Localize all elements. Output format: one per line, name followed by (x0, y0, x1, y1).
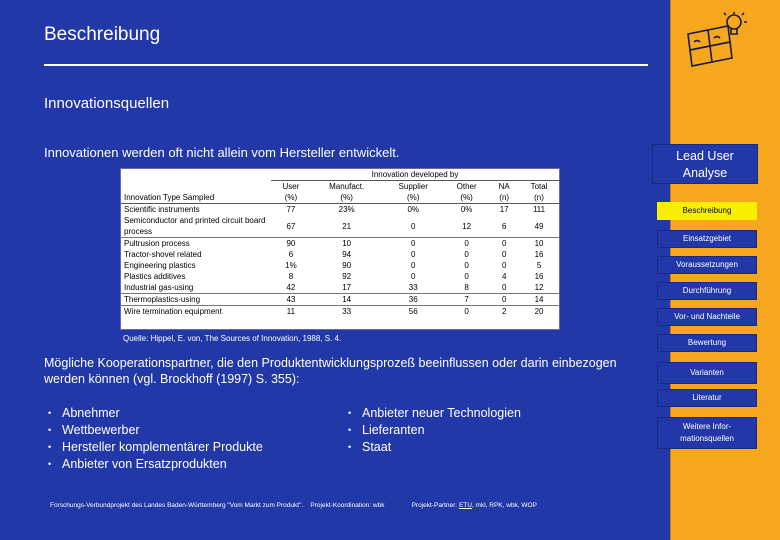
table-cell: 6 (288, 250, 294, 259)
list-item (48, 456, 263, 473)
table-row (121, 238, 559, 250)
table-header-row (121, 181, 559, 204)
table-column-header: User (%) (271, 181, 311, 204)
table-row-label: Tractor-shovel related (124, 250, 202, 259)
list-item (348, 405, 521, 422)
title-divider (44, 64, 648, 66)
table-cell: 36 (382, 294, 444, 306)
list-item (48, 405, 263, 422)
table-cell: 12 (444, 215, 489, 238)
innovation-table (120, 168, 560, 330)
table-cell: 16 (534, 250, 544, 259)
table-cell: 14 (311, 294, 383, 306)
list-item-label: Hersteller komplementärer Produkte (62, 440, 263, 454)
table-cell: 111 (532, 205, 546, 214)
bullet-icon: • (348, 442, 352, 452)
table-cell: 14 (519, 294, 559, 306)
partner-list-left (48, 405, 263, 473)
table-cell: 0 (501, 261, 507, 270)
bullet-icon: • (48, 459, 52, 469)
list-item (348, 439, 521, 456)
table-cell: 10 (534, 239, 544, 248)
bullet-icon: • (48, 408, 52, 418)
list-item (48, 422, 263, 439)
table-row-label: Wire termination equipment (124, 307, 222, 316)
table-cell: 7 (444, 294, 489, 306)
table-column-header: Innovation Type Sampled (121, 181, 271, 204)
table-cell: 42 (271, 282, 311, 294)
table-cell: 94 (342, 250, 352, 259)
bullet-icon: • (348, 425, 352, 435)
list-item (348, 422, 521, 439)
nav-item-voraussetzungen[interactable]: Voraussetzungen (657, 256, 757, 274)
table-cell: 0 (464, 307, 469, 316)
nav-item-weitere-infor-mationsquellen[interactable]: Weitere Infor- mationsquellen (657, 417, 757, 449)
table-cell: 0 (464, 261, 469, 270)
table-cell: 0 (464, 272, 469, 281)
table-cell: 67 (271, 215, 311, 238)
table-cell: 8 (444, 282, 489, 294)
table-column-header: NA (n) (489, 181, 519, 204)
nav-item-varianten[interactable]: Varianten (657, 362, 757, 384)
footer-coordination: Projekt-Koordination: wbk (310, 502, 385, 509)
table-cell: 0 (489, 282, 519, 294)
footer (50, 502, 537, 509)
table-column-header: Other (%) (444, 181, 489, 204)
table-row-label: Industrial gas-using (121, 282, 271, 294)
list-item-label: Lieferanten (362, 423, 425, 437)
table-row (121, 204, 559, 216)
table-cell: 10 (342, 239, 352, 248)
partner-list-right (348, 405, 521, 456)
table-cell: 2 (501, 307, 507, 316)
list-item (48, 439, 263, 456)
bullet-icon: • (48, 425, 52, 435)
table-cell: 12 (519, 282, 559, 294)
table-cell: 5 (536, 261, 542, 270)
table-cell: 11 (286, 307, 296, 316)
table-group-header: Innovation developed by (271, 169, 559, 181)
table-cell: 0 (411, 272, 416, 281)
table-column-header: Supplier (%) (382, 181, 444, 204)
table-cell: 8 (288, 272, 294, 281)
bullet-icon: • (348, 408, 352, 418)
table-cell: 0 (382, 215, 444, 238)
nav-item-bewertung[interactable]: Bewertung (657, 334, 757, 352)
table-cell: 90 (286, 239, 296, 248)
table-row-label: Engineering plastics (124, 261, 196, 270)
table-cell: 0% (407, 205, 419, 214)
footer-partners-rest: , mkl, RPK, wbk, WOP (471, 502, 537, 509)
table-cell: 0 (411, 261, 416, 270)
table-cell: 0 (501, 239, 507, 248)
nav-item-vor-und-nachteile[interactable]: Vor- und Nachteile (657, 308, 757, 326)
table-cell: 17 (311, 282, 383, 294)
bullet-icon: • (48, 442, 52, 452)
footer-partners-prefix: Projekt-Partner: (411, 502, 458, 509)
table-row (121, 282, 559, 294)
table-cell: 1% (285, 261, 297, 270)
table-cell: 17 (499, 205, 509, 214)
table-cell: 4 (501, 272, 507, 281)
table-cell: 49 (519, 215, 559, 238)
list-item-label: Anbieter neuer Technologien (362, 406, 521, 420)
table-row (121, 215, 559, 238)
table-cell: 0 (411, 250, 416, 259)
table-column-header: Manufact. (%) (311, 181, 383, 204)
table-cell: 43 (271, 294, 311, 306)
puzzle-lightbulb-logo-icon (684, 12, 752, 68)
section-title: Innovationsquellen (44, 95, 170, 112)
table-cell: 21 (311, 215, 383, 238)
table-column-header: Total (n) (519, 181, 559, 204)
table-cell: 23% (338, 205, 355, 214)
table-cell: 20 (534, 307, 544, 316)
nav-item-einsatzgebiet[interactable]: Einsatzgebiet (657, 230, 757, 248)
nav-item-beschreibung[interactable]: Beschreibung (657, 202, 757, 220)
footer-partner-link[interactable]: ETU (458, 502, 472, 509)
table-row (121, 249, 559, 260)
table-cell: 0 (464, 250, 469, 259)
source-citation: Quelle: Hippel, E. von, The Sources of Innovation, 1988, S. 4. (123, 334, 342, 343)
table-cell: 0 (464, 239, 469, 248)
table-row-label: Plastics additives (124, 272, 186, 281)
table-corner (121, 169, 271, 181)
table-row-label: Semiconductor and printed circuit board process (121, 215, 271, 238)
table-cell: 33 (382, 282, 444, 294)
table-cell: 0% (460, 205, 473, 214)
table-cell: 0 (489, 294, 519, 306)
table-cell: 0 (411, 239, 416, 248)
list-item-label: Staat (362, 440, 392, 454)
partners-text: Mögliche Kooperationspartner, die den Produktentwicklungsprozeß beeinflussen oder darin einbezogen werden können (vgl. Brockhoff (1997) S. 355): (44, 356, 617, 386)
table-cell: 56 (408, 307, 418, 316)
table-cell: 16 (534, 272, 544, 281)
nav-item-literatur[interactable]: Literatur (657, 389, 757, 407)
nav-item-durchführung[interactable]: Durchführung (657, 282, 757, 300)
table-cell: 92 (342, 272, 352, 281)
footer-project: Forschungs-Verbundprojekt des Landes Baden-Württemberg "Vom Markt zum Produkt". (50, 502, 304, 509)
table-row (121, 271, 559, 282)
table-body (121, 204, 559, 318)
table-row-label: Scientific instruments (124, 205, 200, 214)
intro-text: Innovationen werden oft nicht allein vom Hersteller entwickelt. (44, 145, 400, 160)
list-item-label: Abnehmer (62, 406, 120, 420)
list-item-label: Anbieter von Ersatzprodukten (62, 457, 227, 471)
sidebar-title: Lead User Analyse (652, 144, 758, 184)
table-cell: 0 (501, 250, 507, 259)
table-cell: 6 (489, 215, 519, 238)
table-row-label: Pultrusion process (124, 239, 190, 248)
table-cell: 90 (342, 261, 352, 270)
table-cell: 77 (286, 205, 296, 214)
table-row (121, 294, 559, 306)
table-row (121, 306, 559, 318)
table-cell: 33 (342, 307, 352, 316)
table-row-label: Thermoplastics-using (121, 294, 271, 306)
list-item-label: Wettbewerber (62, 423, 140, 437)
page-title: Beschreibung (44, 24, 161, 45)
table-row (121, 260, 559, 271)
